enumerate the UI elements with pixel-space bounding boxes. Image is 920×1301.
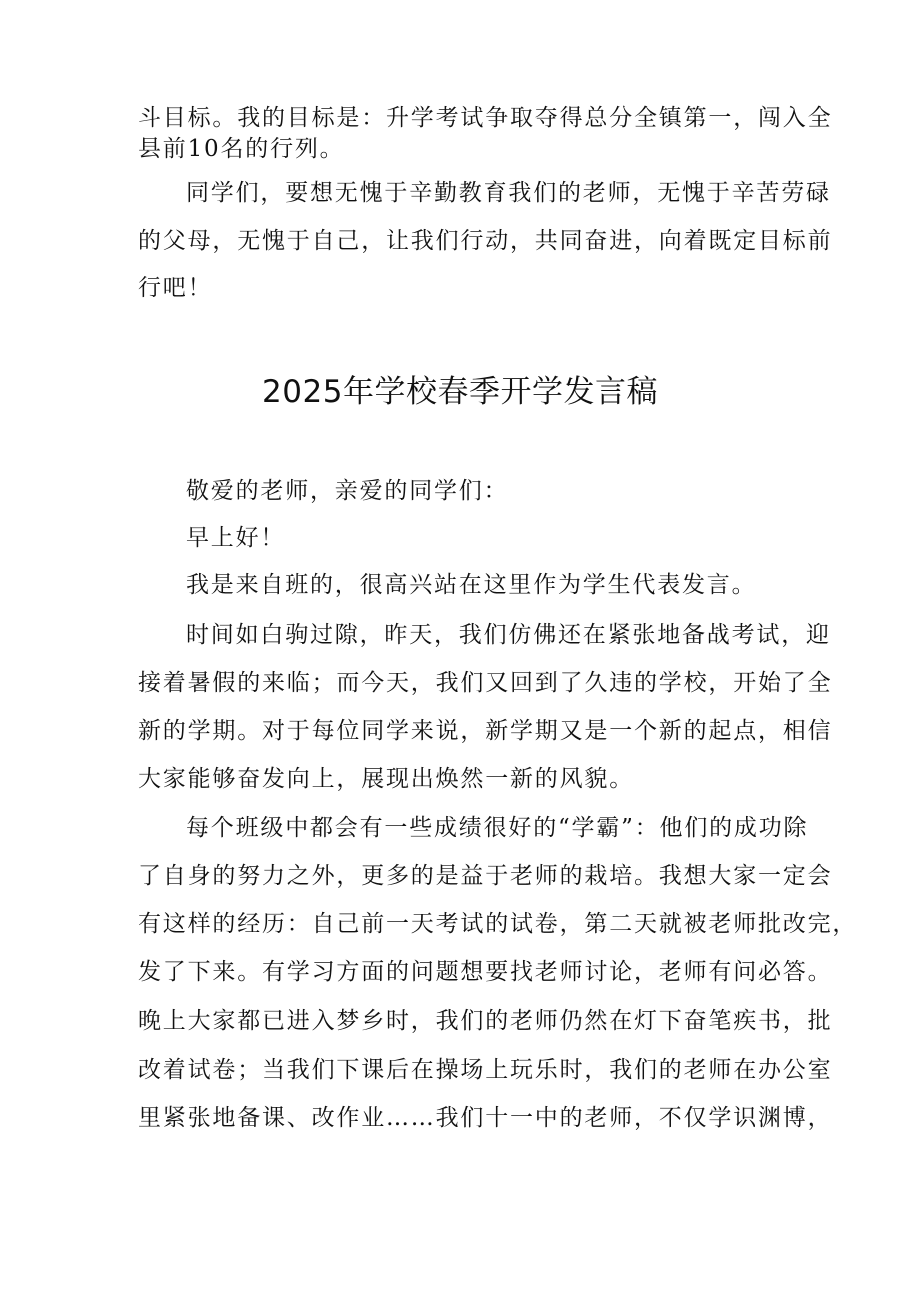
text-line: 时间如白驹过隙，昨天，我们仿佛还在紧张地备战考试，迎 (186, 622, 831, 648)
text-line: 里紧张地备课、改作业……我们十一中的老师，不仅学识渊博， (138, 1105, 833, 1131)
text-line: 每个班级中都会有一些成绩很好的“学霸”：他们的成功除 (186, 815, 809, 841)
text-line: 晚上大家都已进入梦乡时，我们的老师仍然在灯下奋笔疾书，批 (138, 1008, 833, 1034)
text-line: 发了下来。有学习方面的问题想要找老师讨论，老师有问必答。 (138, 959, 833, 985)
text-line: 接着暑假的来临；而今天，我们又回到了久违的学校，开始了全 (138, 670, 833, 696)
text-line: 的父母，无愧于自己，让我们行动，共同奋进，向着既定目标前 (138, 228, 833, 254)
text-line: 了自身的努力之外，更多的是益于老师的栽培。我想大家一定会 (138, 863, 833, 889)
text-line: 新的学期。对于每位同学来说，新学期又是一个新的起点，相信 (138, 718, 833, 744)
text-line: 有这样的经历：自己前一天考试的试卷，第二天就被老师批改完， (138, 911, 858, 937)
text-line: 改着试卷；当我们下课后在操场上玩乐时，我们的老师在办公室 (138, 1057, 833, 1083)
text-line: 行吧！ (138, 275, 213, 301)
text-line: 早上好！ (186, 525, 286, 551)
text-line: 斗目标。我的目标是：升学考试争取夺得总分全镇第一，闯入全 (138, 105, 833, 131)
text-line: 敬爱的老师，亲爱的同学们： (186, 478, 509, 504)
text-line: 大家能够奋发向上，展现出焕然一新的风貌。 (138, 766, 634, 792)
text-line: 我是来自班的，很高兴站在这里作为学生代表发言。 (186, 572, 757, 598)
page-title: 2025年学校春季开学发言稿 (262, 374, 658, 410)
text-line: 县前10名的行列。 (138, 136, 345, 162)
text-line: 同学们，要想无愧于辛勤教育我们的老师，无愧于辛苦劳碌 (186, 180, 831, 206)
